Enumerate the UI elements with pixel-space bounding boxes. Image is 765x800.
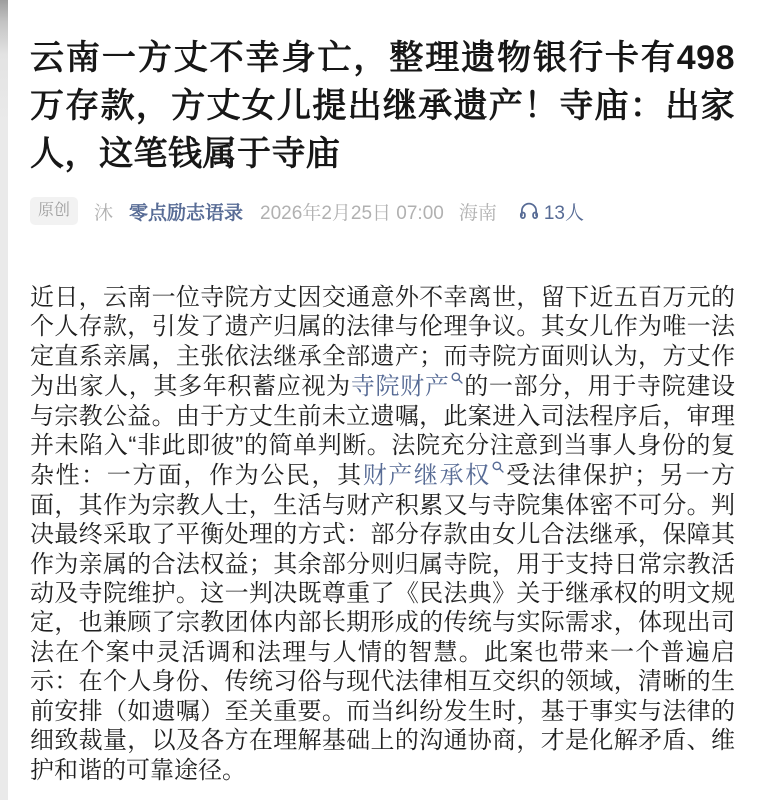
author-name[interactable]: 沐 bbox=[94, 202, 114, 224]
body-text: 的一部分，用于寺院建设与宗教公益。由于方丈生前未立遗嘱，此案进入司法程序后，审理并未陷入“非此即彼”的简单判断。法院充分注意到当事人身份的复杂性：一方面，作为公民，其 bbox=[30, 373, 736, 490]
publish-location: 海南 bbox=[458, 202, 497, 224]
body-text: 近日，云南一位寺院方丈因交通意外不幸离世，留下近五百万元的个人存款，引发了遗产归属的法律与伦理争议。其女儿作为唯一法定直系亲属，主张依法继承全部遗产；而寺院方面则认为，方丈作为出家人，其多年积蓄应视为 bbox=[30, 284, 735, 401]
entity-link[interactable]: 寺院财产 bbox=[350, 373, 450, 401]
left-edge-artifact bbox=[0, 0, 8, 800]
article-meta-row bbox=[30, 195, 735, 227]
search-icon[interactable] bbox=[491, 460, 505, 474]
listen-control[interactable] bbox=[518, 198, 584, 225]
headphones-icon bbox=[518, 200, 540, 222]
article-content bbox=[0, 34, 765, 785]
account-link[interactable]: 零点励志语录 bbox=[129, 202, 244, 224]
article-body bbox=[30, 283, 735, 785]
listen-count: 13人 bbox=[543, 202, 584, 224]
original-badge: 原创 bbox=[30, 197, 78, 225]
entity-link[interactable]: 财产继承权 bbox=[362, 462, 491, 490]
article-title: 云南一方丈不幸身亡，整理遗物银行卡有498万存款，方丈女儿提出继承遗产！寺庙：出家人，这笔钱属于寺庙 bbox=[30, 39, 735, 173]
search-icon[interactable] bbox=[450, 371, 464, 385]
body-text: 受法律保护；另一方面，其作为宗教人士，生活与财产积累又与寺院集体密不可分。判决最终采取了平衡处理的方式：部分存款由女儿合法继承，保障其作为亲属的合法权益；其余部分则归属寺院，用于支持日常宗教活动及寺院维护。这一判决既尊重了《民法典》关于继承权的明文规定，也兼顾了宗教团体内部长期形成的传统与实际需求，体现出司法在个案中灵活调和法理与人情的智慧。此案也带来一个普遍启示：在个人身份、传统习俗与现代法律相互交织的领域，清晰的生前安排（如遗嘱）至关重要。而当纠纷发生时，基于事实与法律的细致裁量，以及各方在理解基础上的沟通协商，才是化解矛盾、维护和谐的可靠途径。 bbox=[30, 462, 736, 784]
publish-datetime: 2026年2月25日 07:00 bbox=[260, 202, 444, 224]
